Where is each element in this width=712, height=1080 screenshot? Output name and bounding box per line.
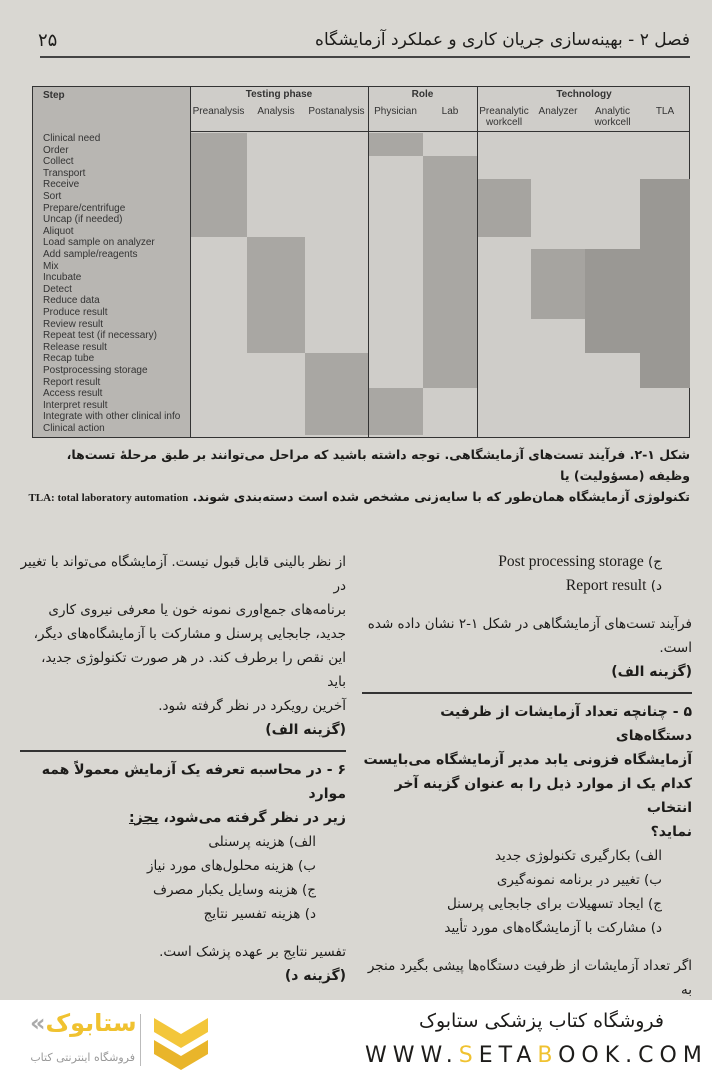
text-line: این نقص را برطرف کند. در هر صورت تکنولوژی جدید، باید bbox=[41, 650, 346, 690]
option-c bbox=[362, 550, 692, 574]
text-span: زیر در نظر گرفته می‌شود، bbox=[158, 809, 346, 826]
url-part: ETA bbox=[478, 1043, 538, 1068]
shaded-cell bbox=[368, 133, 423, 156]
shaded-cell bbox=[423, 156, 477, 388]
text-line: فرآیند تست‌های آزمایشگاهی در شکل ۱-۲ نشان داده شده bbox=[367, 616, 692, 632]
store-name: فروشگاه کتاب پزشکی ستابوک bbox=[418, 1010, 664, 1032]
url-part: WWW. bbox=[365, 1043, 459, 1068]
step-label: Order bbox=[43, 144, 69, 156]
step-label: Transport bbox=[43, 167, 86, 179]
text-line bbox=[20, 806, 346, 830]
option-text: Report result bbox=[565, 577, 647, 594]
header-divider bbox=[40, 56, 690, 58]
divider bbox=[368, 87, 369, 437]
chapter-title: فصل ۲ - بهینه‌سازی جریان کاری و عملکرد آزمایشگاه bbox=[315, 30, 690, 50]
column-header: Analysis bbox=[257, 106, 295, 117]
step-label: Clinical need bbox=[43, 133, 101, 144]
column-header: Physician bbox=[374, 106, 417, 117]
logo-subtitle: فروشگاه اینترنتی کتاب bbox=[30, 1051, 135, 1064]
text-line: جدید، جابجایی پرسنل و مشارکت با آزمایشگاه‌های دیگر، bbox=[33, 626, 346, 642]
step-label: Sort bbox=[43, 191, 62, 202]
group-role: Role bbox=[411, 89, 434, 100]
url-part: S bbox=[458, 1043, 479, 1068]
text-line: ۶ - در محاسبه تعرفه یک آزمایش معمولاً همه موارد bbox=[41, 761, 346, 802]
step-label: Aliquot bbox=[43, 225, 74, 237]
logo-text bbox=[30, 1006, 137, 1040]
text-line: آزمایشگاه فزونی یابد مدیر آزمایشگاه می‌بایست bbox=[363, 751, 692, 768]
logo-divider bbox=[140, 1014, 141, 1066]
shaded-cell bbox=[247, 237, 305, 353]
option: ج) هزینه وسایل یکبار مصرف bbox=[152, 881, 316, 898]
step-label: Add sample/reagents bbox=[43, 249, 138, 260]
logo-arrows-icon: « bbox=[30, 1009, 46, 1037]
step-header: Step bbox=[43, 90, 65, 101]
step-label: Load sample on analyzer bbox=[43, 237, 155, 249]
group-technology: Technology bbox=[556, 89, 612, 100]
step-label: Detect bbox=[43, 283, 72, 295]
logo-chevron-icon bbox=[150, 1012, 212, 1078]
shaded-cell bbox=[477, 179, 531, 237]
page-number: ۲۵ bbox=[38, 30, 58, 51]
column-header: Preanalytic workcell bbox=[479, 106, 529, 128]
option-text: Post processing storage bbox=[498, 553, 644, 570]
figure-caption bbox=[22, 444, 690, 509]
answer: (گزینه الف) bbox=[611, 664, 692, 680]
step-label: Clinical action bbox=[43, 423, 105, 434]
answer: (گزینه الف) bbox=[265, 722, 346, 738]
header-divider bbox=[190, 131, 689, 132]
url-part: B bbox=[537, 1043, 559, 1068]
shaded-cell bbox=[585, 249, 640, 353]
text-line: برنامه‌های جمع‌اوری نمونه خون یا معرفی نیروی کاری bbox=[48, 602, 346, 618]
step-label: Postprocessing storage bbox=[43, 365, 148, 376]
shaded-cell bbox=[190, 133, 247, 237]
text-line: از نظر بالینی قابل قبول نیست. آزمایشگاه می‌تواند با تغییر در bbox=[20, 554, 346, 594]
text-line: آخرین رویکرد در نظر گرفته شود. bbox=[158, 698, 346, 714]
option-prefix: ج) bbox=[648, 554, 662, 570]
divider bbox=[190, 87, 191, 437]
option: الف) بکارگیری تکنولوژی جدید bbox=[494, 847, 662, 864]
text-line: اگر تعداد آزمایشات از ظرفیت دستگاه‌ها پیشی بگیرد منجر به bbox=[367, 957, 692, 998]
step-label: Repeat test (if necessary) bbox=[43, 330, 157, 342]
divider bbox=[477, 87, 478, 437]
group-testing-phase: Testing phase bbox=[245, 89, 313, 100]
step-label: Recap tube bbox=[43, 353, 95, 365]
text-line: تفسیر نتایج بر عهده پزشک است. bbox=[159, 943, 346, 960]
answer: (گزینه د) bbox=[284, 967, 346, 984]
step-label: Produce result bbox=[43, 307, 108, 318]
logo-wordmark: ستابوک bbox=[45, 1009, 137, 1037]
store-url bbox=[365, 1042, 708, 1070]
url-part: OOK.COM bbox=[558, 1043, 708, 1068]
step-label: Incubate bbox=[43, 272, 82, 284]
step-label: Review result bbox=[43, 318, 104, 330]
shaded-cell bbox=[640, 179, 690, 388]
caption-text: تکنولوژی آزمایشگاه همان‌طور که با سایه‌زنی مشخص شده است دسته‌بندی شوند. bbox=[192, 489, 690, 504]
right-column bbox=[362, 550, 692, 1002]
step-label: Integrate with other clinical info bbox=[43, 411, 181, 423]
step-label: Release result bbox=[43, 341, 107, 353]
option: د) هزینه تفسیر نتایج bbox=[203, 905, 316, 922]
caption-line: شکل ۱-۲. فرآیند تست‌های آزمایشگاهی. توجه داشته باشید که مراحل می‌توانند بر طبق مرحلهٔ تست‌ها، وظیفه (مسؤولیت) یا bbox=[66, 447, 690, 483]
option: ج) ایجاد تسهیلات برای جابجایی پرسنل bbox=[446, 895, 662, 912]
left-column bbox=[20, 550, 346, 988]
shaded-cell bbox=[531, 249, 585, 319]
shaded-cell bbox=[305, 353, 368, 434]
column-header: Analytic workcell bbox=[594, 106, 631, 128]
caption-line bbox=[22, 486, 690, 509]
step-label: Prepare/centrifuge bbox=[43, 202, 126, 214]
column-header: Preanalysis bbox=[192, 106, 245, 117]
caption-note: TLA: total laboratory automation bbox=[28, 492, 189, 504]
lab-process-figure bbox=[32, 86, 690, 438]
column-header: TLA bbox=[655, 106, 675, 117]
column-header: Postanalysis bbox=[308, 106, 365, 117]
option: د) مشارکت با آزمایشگاه‌های مورد تأیید bbox=[444, 919, 662, 936]
option: ب) هزینه محلول‌های مورد نیاز bbox=[147, 857, 316, 874]
option-prefix: د) bbox=[650, 578, 662, 594]
step-label: Receive bbox=[43, 179, 80, 191]
option-d bbox=[362, 574, 692, 598]
text-line: است. bbox=[659, 640, 692, 656]
step-label: Uncap (if needed) bbox=[43, 214, 123, 226]
step-label: Mix bbox=[43, 260, 59, 272]
column-header: Lab bbox=[441, 106, 459, 117]
footer-banner bbox=[0, 1000, 712, 1080]
step-label: Report result bbox=[43, 376, 101, 388]
column-header: Analyzer bbox=[538, 106, 578, 117]
step-label: Collect bbox=[43, 156, 74, 168]
shaded-cell bbox=[368, 388, 423, 434]
step-label: Interpret result bbox=[43, 399, 108, 411]
step-label: Access result bbox=[43, 388, 103, 400]
section-divider bbox=[362, 692, 692, 694]
text-line: نماید؟ bbox=[650, 823, 692, 840]
step-label: Reduce data bbox=[43, 295, 100, 307]
text-line: کدام یک از موارد ذیل را به عنوان گزینه آخر انتخاب bbox=[394, 775, 692, 816]
option: الف) هزینه پرسنلی bbox=[208, 833, 316, 850]
except-keyword: بجز: bbox=[128, 809, 159, 826]
text-line: ۵ - چنانچه تعداد آزمایشات از ظرفیت دستگاه‌های bbox=[440, 703, 692, 744]
section-divider bbox=[20, 750, 346, 752]
option: ب) تغییر در برنامه نمونه‌گیری bbox=[496, 871, 662, 888]
